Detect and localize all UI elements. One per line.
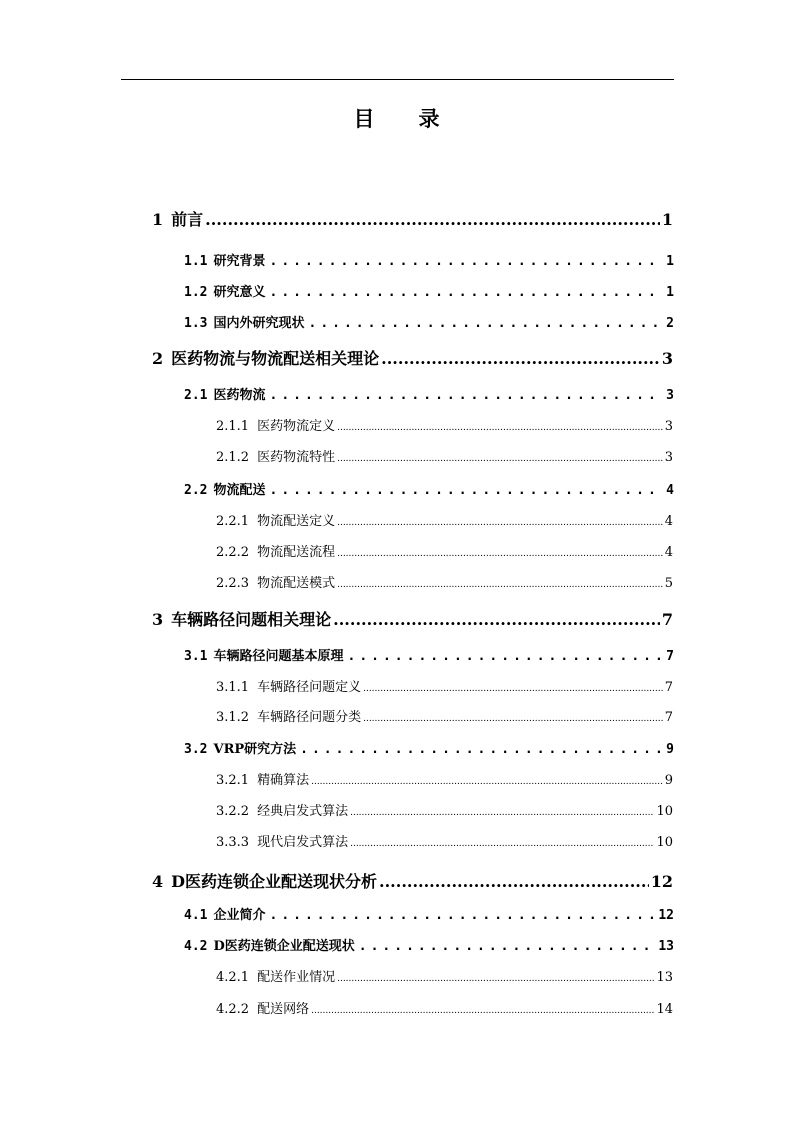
toc-leader-dots [350, 839, 654, 849]
toc-entry-page: 3 [666, 388, 674, 403]
toc-leader-dots [363, 684, 663, 694]
toc-leader-dots [300, 742, 662, 757]
toc-entry-number: 2.1.2 [216, 450, 250, 465]
toc-entry-page: 13 [658, 939, 674, 954]
toc-entry-label: 车辆路径问题相关理论 [171, 610, 332, 629]
toc-leader-dots [333, 610, 660, 629]
toc-leader-dots [270, 908, 655, 923]
toc-entry-number: 3.1.2 [216, 710, 250, 725]
toc-leader-dots [337, 454, 663, 464]
toc-leader-dots [359, 939, 655, 954]
toc-leader-dots [270, 285, 663, 300]
toc-entry-label: 医药物流定义 [257, 419, 336, 434]
toc-entry-number: 4.1 [184, 908, 208, 923]
toc-entry-page: 1 [661, 210, 673, 229]
toc-entry-number: 4 [152, 872, 164, 891]
toc-entry-label: 物流配送模式 [257, 576, 336, 591]
toc-entry[interactable] [184, 312, 674, 331]
toc-leader-dots [337, 423, 663, 433]
toc-entry-page: 10 [656, 835, 673, 850]
toc-entry-page: 3 [661, 349, 673, 368]
toc-entry-page: 4 [666, 483, 674, 498]
toc-entry-page: 7 [666, 649, 674, 664]
toc-leader-dots [270, 483, 663, 498]
toc-entry-number: 2.2.3 [216, 576, 250, 591]
toc-entry-label: 医药物流与物流配送相关理论 [171, 349, 380, 368]
toc-leader-dots [379, 872, 649, 891]
toc-entry-number: 3.2.2 [216, 804, 250, 819]
toc-leader-dots [363, 714, 663, 724]
toc-leader-dots [350, 808, 654, 818]
toc-entry-label: 物流配送定义 [257, 514, 336, 529]
toc-entry[interactable] [152, 869, 673, 892]
toc-entry-page: 12 [658, 908, 674, 923]
toc-entry-page: 3 [664, 450, 673, 465]
toc-entry[interactable] [216, 572, 673, 591]
toc-entry[interactable] [216, 676, 673, 695]
toc-entry-label: 物流配送流程 [257, 545, 336, 560]
toc-leader-dots [337, 549, 663, 559]
toc-entry-label: VRP研究方法 [213, 742, 297, 757]
toc-leader-dots [309, 316, 663, 331]
toc-entry-label: 国内外研究现状 [213, 316, 305, 331]
toc-entry-label: 医药物流 [213, 388, 266, 403]
toc-entry[interactable] [184, 384, 674, 403]
toc-leader-dots [337, 518, 663, 528]
toc-entry-page: 4 [664, 545, 673, 560]
toc-entry-number: 2.2.2 [216, 545, 250, 560]
toc-entry-page: 13 [656, 970, 673, 985]
toc-leader-dots [381, 349, 660, 368]
toc-entry-label: 车辆路径问题分类 [257, 710, 362, 725]
toc-entry-number: 3.3.3 [216, 835, 250, 850]
title-char-left: 目 [353, 106, 375, 131]
title-char-right: 录 [418, 106, 440, 131]
toc-entry-label: 配送作业情况 [257, 970, 336, 985]
toc-entry-label: D医药连锁企业配送现状分析 [171, 872, 378, 891]
toc-entry-page: 5 [664, 576, 673, 591]
toc-entry-number: 2.1.1 [216, 419, 250, 434]
toc-entry[interactable] [184, 645, 674, 664]
toc-entry-label: D医药连锁企业配送现状 [213, 939, 355, 954]
toc-entry[interactable] [216, 541, 673, 560]
toc-entry-number: 3 [152, 610, 164, 629]
toc-entry-label: 研究意义 [213, 285, 266, 300]
toc-entry[interactable] [216, 800, 673, 819]
toc-entry-number: 2.2 [184, 483, 208, 498]
toc-entry[interactable] [184, 904, 674, 923]
toc-entry[interactable] [216, 510, 673, 529]
toc-entry-label: 研究背景 [213, 254, 266, 269]
toc-entry-number: 4.2 [184, 939, 208, 954]
toc-entry-page: 9 [666, 742, 674, 757]
toc-entry-label: 物流配送 [213, 483, 266, 498]
toc-entry-label: 前言 [171, 210, 204, 229]
toc-entry-page: 12 [650, 872, 673, 891]
toc-entry[interactable] [184, 281, 674, 300]
toc-entry-number: 4.2.2 [216, 1002, 250, 1017]
toc-entry-page: 4 [664, 514, 673, 529]
toc-entry-label: 精确算法 [257, 773, 310, 788]
toc-entry-page: 10 [656, 804, 673, 819]
toc-entry-page: 9 [664, 773, 673, 788]
toc-entry-number: 3.1 [184, 649, 208, 664]
toc-entry[interactable] [216, 966, 673, 985]
toc-entry-number: 1.3 [184, 316, 208, 331]
toc-entry-label: 经典启发式算法 [257, 804, 349, 819]
toc-entry-label: 医药物流特性 [257, 450, 336, 465]
toc-entry-page: 7 [664, 710, 673, 725]
toc-entry[interactable] [152, 207, 673, 230]
toc-entry[interactable] [184, 738, 674, 757]
toc-entry-page: 7 [664, 680, 673, 695]
toc-entry[interactable] [184, 935, 674, 954]
toc-entry[interactable] [216, 446, 673, 465]
toc-entry-page: 2 [666, 316, 674, 331]
toc-entry-number: 2.1 [184, 388, 208, 403]
toc-entry-number: 2.2.1 [216, 514, 250, 529]
toc-entry-label: 企业简介 [213, 908, 266, 923]
toc-entry-number: 1.2 [184, 285, 208, 300]
toc-leader-dots [270, 254, 663, 269]
toc-leader-dots [311, 777, 663, 787]
toc-entry[interactable] [184, 250, 674, 269]
toc-leader-dots [337, 580, 663, 590]
toc-entry-number: 1.1 [184, 254, 208, 269]
toc-entry-number: 3.2.1 [216, 773, 250, 788]
toc-entry[interactable] [152, 346, 673, 369]
toc-entry-number: 3.1.1 [216, 680, 250, 695]
toc-entry-page: 14 [656, 1002, 673, 1017]
toc-entry-page: 1 [666, 285, 674, 300]
toc-entry[interactable] [216, 998, 673, 1017]
toc-entry[interactable] [216, 831, 673, 850]
toc-entry-label: 车辆路径问题基本原理 [213, 649, 344, 664]
toc-entry-label: 车辆路径问题定义 [257, 680, 362, 695]
toc-leader-dots [311, 1006, 654, 1016]
toc-leader-dots [270, 388, 663, 403]
toc-entry-number: 4.2.1 [216, 970, 250, 985]
toc-entry[interactable] [152, 607, 673, 630]
toc-entry-label: 现代启发式算法 [257, 835, 349, 850]
toc-entry-number: 1 [152, 210, 164, 229]
toc-entry[interactable] [216, 769, 673, 788]
toc-entry-number: 3.2 [184, 742, 208, 757]
toc-entry[interactable] [184, 479, 674, 498]
toc-leader-dots [205, 210, 660, 229]
toc-entry-page: 3 [664, 419, 673, 434]
toc-entry[interactable] [216, 706, 673, 725]
toc-leader-dots [337, 974, 654, 984]
toc-entry-label: 配送网络 [257, 1002, 310, 1017]
toc-entry-page: 1 [666, 254, 674, 269]
toc-entry[interactable] [216, 415, 673, 434]
toc-entry-number: 2 [152, 349, 164, 368]
toc-leader-dots [348, 649, 663, 664]
toc-entry-page: 7 [661, 610, 673, 629]
